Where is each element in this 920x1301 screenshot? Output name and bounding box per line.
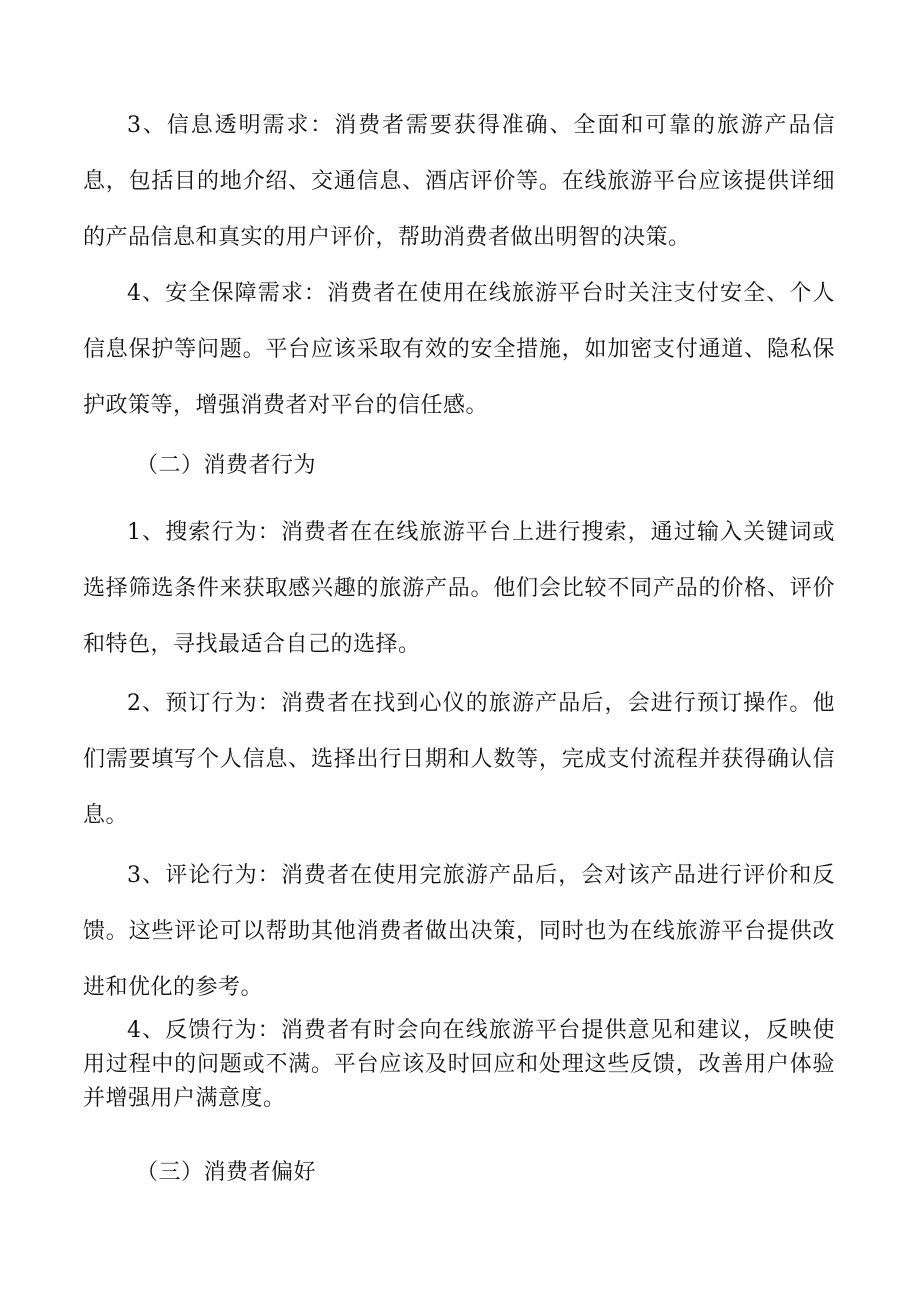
paragraph-review-behavior: 3、评论行为：消费者在使用完旅游产品后，会对该产品进行评价和反馈。这些评论可以帮助其他消费者做出决策，同时也为在线旅游平台提供改进和优化的参考。 [83,863,835,1000]
paragraph-booking-behavior: 2、预订行为：消费者在找到心仪的旅游产品后，会进行预订操作。他们需要填写个人信息、选择出行日期和人数等，完成支付流程并获得确认信息。 [83,691,835,828]
paragraph-feedback-behavior: 4、反馈行为：消费者有时会向在线旅游平台提供意见和建议，反映使用过程中的问题或不满。平台应该及时回应和处理这些反馈，改善用户体验并增强用户满意度。 [83,1018,835,1111]
section-heading-consumer-behavior: （二）消费者行为 [136,453,317,478]
paragraph-security-assurance: 4、安全保障需求：消费者在使用在线旅游平台时关注支付安全、个人信息保护等问题。平台应该采取有效的安全措施，如加密支付通道、隐私保护政策等，增强消费者对平台的信任感。 [83,281,835,418]
section-heading-consumer-preference: （三）消费者偏好 [136,1160,317,1185]
paragraph-info-transparency: 3、信息透明需求：消费者需要获得准确、全面和可靠的旅游产品信息，包括目的地介绍、交通信息、酒店评价等。在线旅游平台应该提供详细的产品信息和真实的用户评价，帮助消费者做出明智的决策。 [83,113,835,250]
paragraph-search-behavior: 1、搜索行为：消费者在在线旅游平台上进行搜索，通过输入关键词或选择筛选条件来获取感兴趣的旅游产品。他们会比较不同产品的价格、评价和特色，寻找最适合自己的选择。 [83,520,835,657]
